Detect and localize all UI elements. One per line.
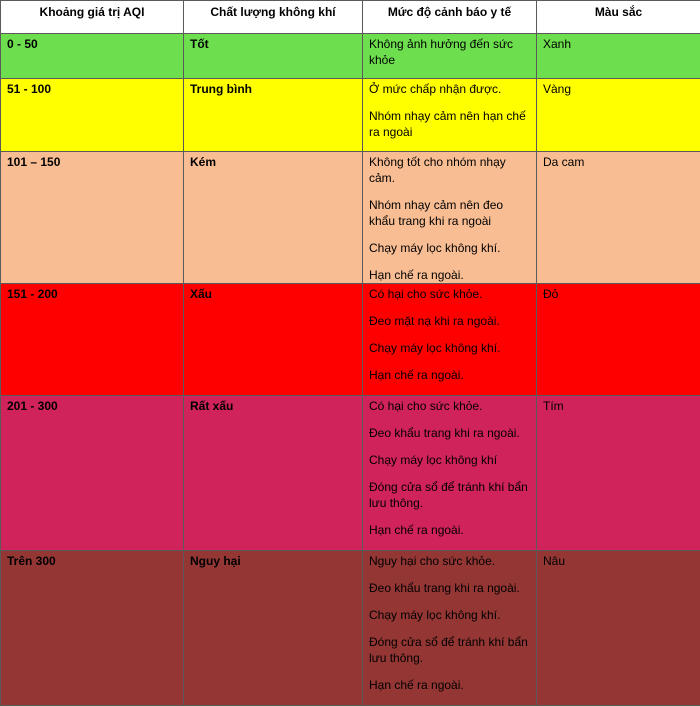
header-air-quality: Chất lượng không khí [184, 1, 363, 34]
health-warning-cell [363, 34, 537, 79]
color-name-cell: Vàng [537, 79, 700, 152]
warning-line: Đeo khẩu trang khi ra ngoài. [369, 580, 530, 596]
air-quality-cell: Rất xấu [184, 396, 363, 551]
warning-line: Chạy máy lọc không khí. [369, 240, 530, 256]
table-header-row [1, 1, 700, 34]
color-name-cell: Tím [537, 396, 700, 551]
header-color: Màu sắc [537, 1, 700, 34]
health-warning-cell [363, 152, 537, 284]
warning-line: Chạy máy lọc không khí. [369, 607, 530, 623]
aqi-range-cell: 201 - 300 [1, 396, 184, 551]
table-row [1, 551, 700, 706]
warning-line: Đóng cửa sổ để tránh khí bẩn lưu thông. [369, 479, 530, 511]
air-quality-cell: Kém [184, 152, 363, 284]
warning-line: Nhóm nhạy cảm nên hạn chế ra ngoài [369, 108, 530, 140]
table-row [1, 79, 700, 152]
air-quality-cell: Nguy hại [184, 551, 363, 706]
warning-line: Đeo khẩu trang khi ra ngoài. [369, 425, 530, 441]
aqi-range-cell: 101 – 150 [1, 152, 184, 284]
warning-line: Đóng cửa sổ để tránh khí bẩn lưu thông. [369, 634, 530, 666]
health-warning-cell [363, 551, 537, 706]
color-name-cell: Da cam [537, 152, 700, 284]
table-row [1, 34, 700, 79]
aqi-range-cell: Trên 300 [1, 551, 184, 706]
air-quality-cell: Tốt [184, 34, 363, 79]
warning-line: Đeo mặt nạ khi ra ngoài. [369, 313, 530, 329]
color-name-cell: Xanh [537, 34, 700, 79]
color-name-cell: Nâu [537, 551, 700, 706]
warning-line: Chạy máy lọc không khí [369, 452, 530, 468]
aqi-range-cell: 151 - 200 [1, 284, 184, 396]
table-row [1, 396, 700, 551]
header-aqi-range: Khoảng giá trị AQI [1, 1, 184, 34]
warning-line: Có hại cho sức khỏe. [369, 398, 530, 414]
warning-line: Ở mức chấp nhận được. [369, 81, 530, 97]
warning-line: Nguy hại cho sức khỏe. [369, 553, 530, 569]
table-row [1, 152, 700, 284]
warning-line: Hạn chế ra ngoài. [369, 677, 530, 693]
table-row [1, 284, 700, 396]
warning-line: Hạn chế ra ngoài. [369, 522, 530, 538]
aqi-range-cell: 51 - 100 [1, 79, 184, 152]
health-warning-cell [363, 284, 537, 396]
warning-line: Không tốt cho nhóm nhạy cảm. [369, 154, 530, 186]
air-quality-cell: Xấu [184, 284, 363, 396]
warning-line: Chạy máy lọc không khí. [369, 340, 530, 356]
header-health-warning: Mức độ cảnh báo y tế [363, 1, 537, 34]
air-quality-cell: Trung bình [184, 79, 363, 152]
warning-line: Nhóm nhạy cảm nên đeo khẩu trang khi ra ngoài [369, 197, 530, 229]
color-name-cell: Đỏ [537, 284, 700, 396]
warning-line: Không ảnh hưởng đến sức khỏe [369, 36, 530, 68]
warning-line: Có hại cho sức khỏe. [369, 286, 530, 302]
aqi-range-cell: 0 - 50 [1, 34, 184, 79]
warning-line: Hạn chế ra ngoài. [369, 367, 530, 383]
health-warning-cell [363, 396, 537, 551]
health-warning-cell [363, 79, 537, 152]
warning-line: Hạn chế ra ngoài. [369, 267, 530, 283]
